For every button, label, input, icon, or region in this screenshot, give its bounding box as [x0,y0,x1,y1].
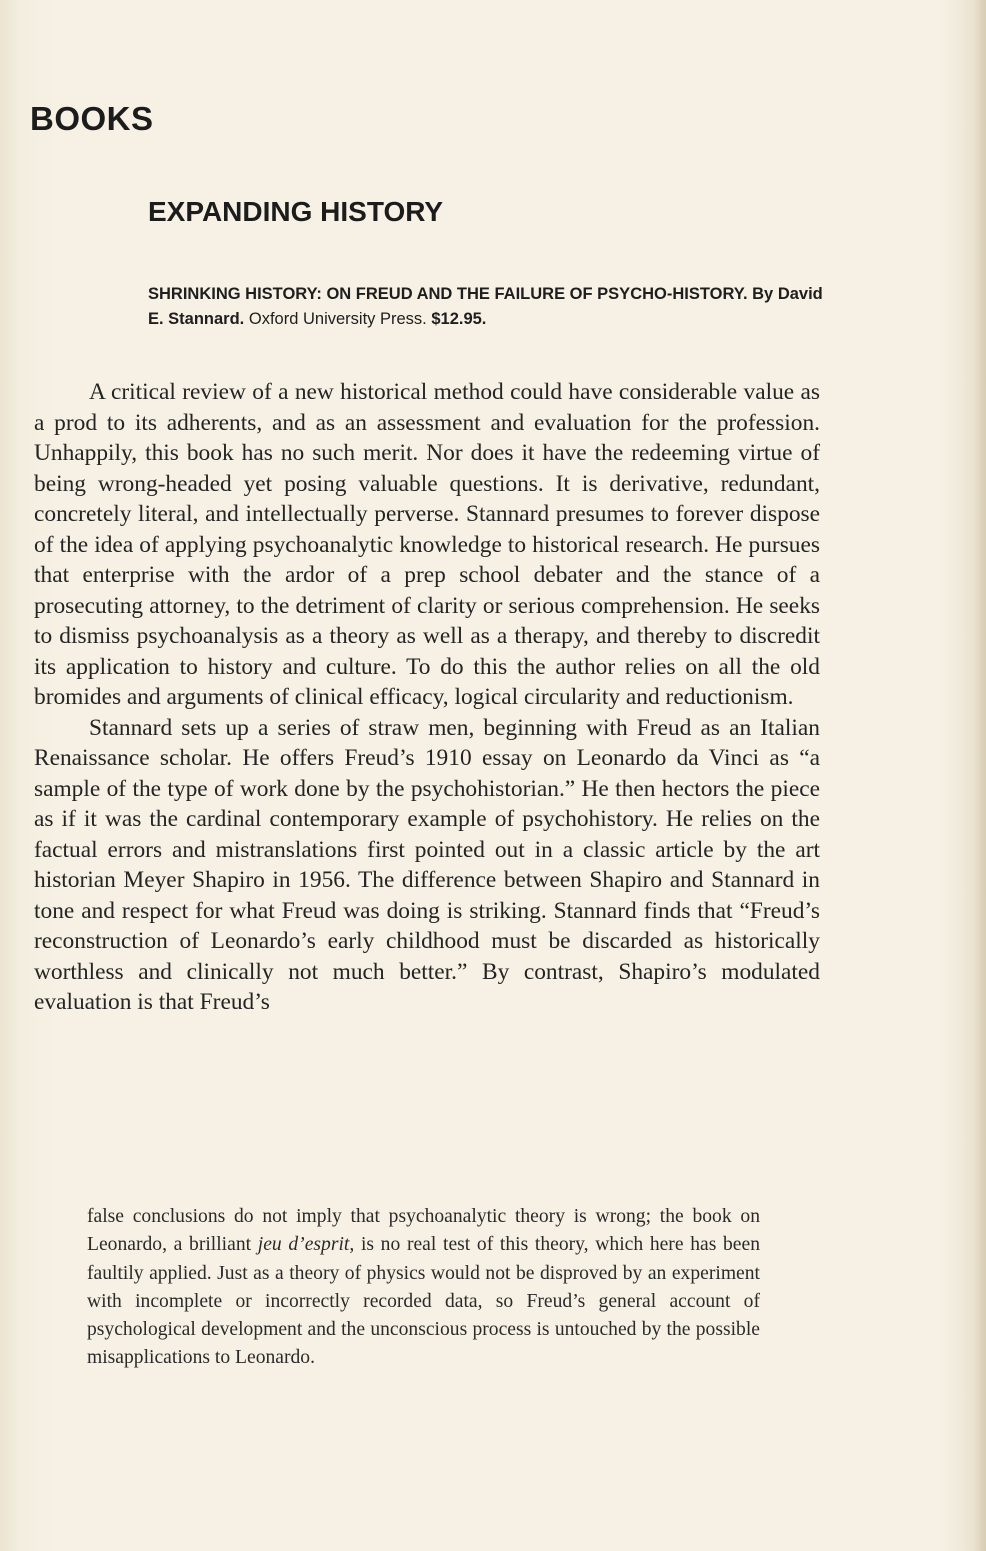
quote-text-end: is no real test of this theory, which here has been faultily applied. Just as a theory of physics would not be disproved by an experiment with incomplete or incorrectly recorded data, so Freud’s general account of psychological development and the unconscious process is untouched by the possible misapplications to Leonardo. [87,1234,760,1369]
quote-italic-phrase: jeu d’esprit, [257,1234,355,1256]
paragraph: Stannard sets up a series of straw men, beginning with Freud as an Italian Renaissance scholar. He offers Freud’s 1910 essay on Leonardo da Vinci as “a sample of the type of work done by the psychohistorian.” He then hectors the piece as if it was the cardinal contemporary example of psychohistory. He relies on the factual errors and mistranslations first pointed out in a classic article by the art historian Meyer Shapiro in 1956. The difference between Shapiro and Stannard in tone and respect for what Freud was doing is striking. Stannard finds that “Freud’s reconstruction of Leonardo’s early childhood must be discarded as historically worthless and clinically not much better.” By contrast, Shapiro’s modulated evaluation is that Freud’s [34,714,820,1015]
book-title: SHRINKING HISTORY: ON FREUD AND THE FAILURE OF PSYCHO-HISTORY. [148,285,748,303]
book-by: By [752,285,774,303]
section-heading: BOOKS [30,100,154,137]
article-title: EXPANDING HISTORY [148,196,444,227]
quote-text-start: false conclusions do not imply that psychoanalytic theory is wrong; the book on Leonardo, a brilliant [87,1206,760,1256]
review-body [34,377,820,1018]
book-price: $12.95. [431,310,487,328]
paragraph: A critical review of a new historical method could have considerable value as a prod to its adherents, and as an assessment and evaluation for the profession. Unhappily, this book has no such merit. Nor does it have the redeeming virtue of being wrong-headed yet posing valuable questions. It is derivative, redundant, concretely literal, and intellectually perverse. Stannard presumes to forever dispose of the idea of applying psychoanalytic knowledge to historical research. He pursues that enterprise with the ardor of a prep school debater and the stance of a prosecuting attorney, to the detriment of clarity or serious comprehension. He seeks to dismiss psychoanalysis as a theory as well as a therapy, and thereby to discredit its application to history and culture. To do this the author relies on all the old bromides and arguments of clinical efficacy, logical circularity and reductionism. [34,379,820,710]
book-publisher: Oxford University Press. [248,310,427,328]
book-citation [148,282,838,332]
book-author: David E. Stannard. [148,285,823,328]
block-quote [87,1203,760,1373]
page-edge-shadow [974,0,986,1551]
